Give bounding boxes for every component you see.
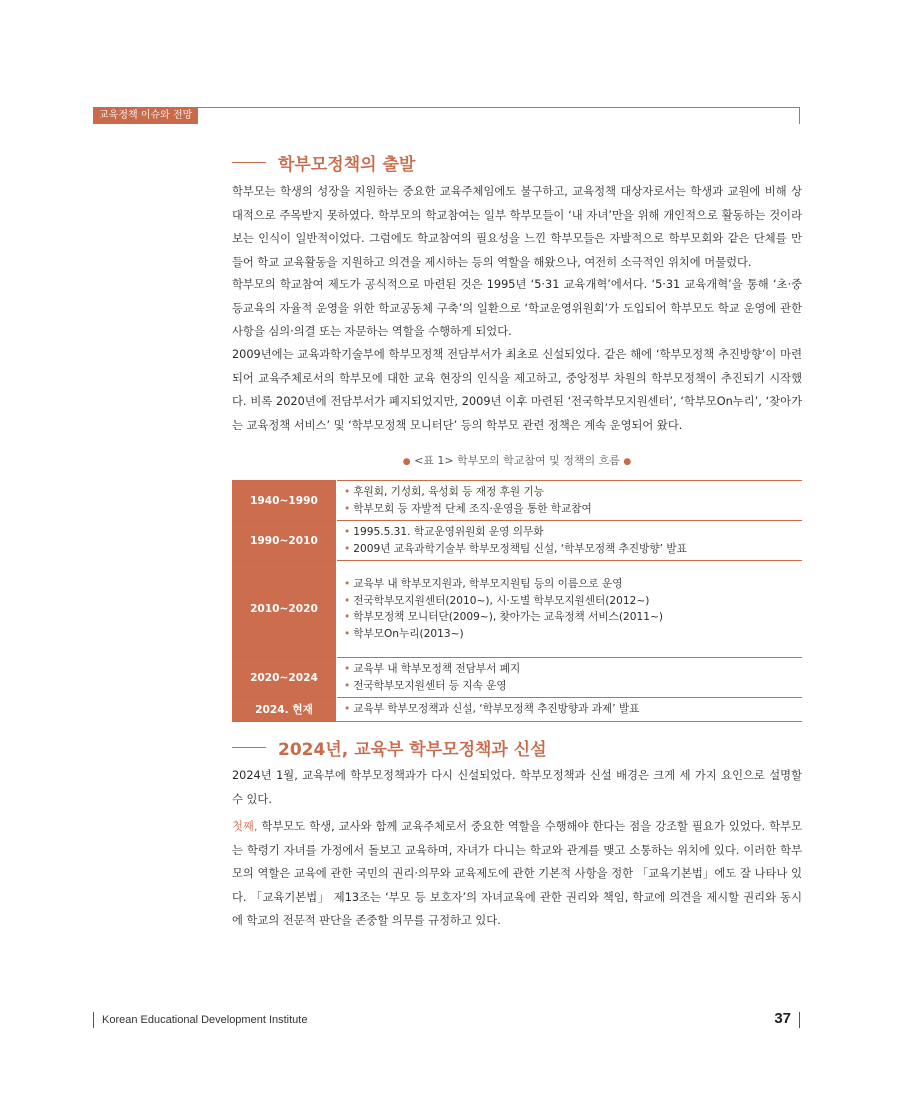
bullet-icon: • xyxy=(344,486,351,498)
list-item xyxy=(344,701,802,718)
table-row xyxy=(232,561,802,658)
period-cell: 1990~2010 xyxy=(232,521,337,561)
list-item-text: 후원회, 기성회, 육성회 등 재정 후원 기능 xyxy=(353,486,544,498)
bullet-icon: • xyxy=(344,594,351,607)
bullet-icon: • xyxy=(344,679,351,692)
section-title-1-text: 학부모정책의 출발 xyxy=(278,155,416,175)
list-item-text: 1995.5.31. 학교운영위원회 운영 의무화 xyxy=(353,526,544,538)
footer xyxy=(93,1012,800,1028)
list-item-text: 학부모On누리(2013~) xyxy=(353,627,464,640)
list-item-text: 학부모정책 모니터단(2009~), 찾아가는 교육정책 서비스(2011~) xyxy=(353,611,663,623)
items-cell xyxy=(337,698,803,722)
list-item-text: 전국학부모지원센터 등 지속 운영 xyxy=(353,679,507,692)
bullet-icon: • xyxy=(344,703,351,715)
items-cell xyxy=(337,481,803,521)
section-title-2-text: 2024년, 교육부 학부모정책과 신설 xyxy=(278,740,547,760)
bullet-dot-icon: ● xyxy=(623,457,632,467)
bullet-icon: • xyxy=(344,611,351,623)
paragraph-1: 학부모는 학생의 성장을 지원하는 중요한 교육주체임에도 불구하고, 교육정책 대상자로서는 학생과 교원에 비해 상대적으로 주목받지 못하였다. 학부모의 학교참여는 일부 학부모들이 ‘내 자녀’만을 위해 개인적으로 활동하는 것이라 보는 인식이 일반적이었다. 그럼에도 학교참여의 필요성을 느낀 학부모들은 자발적으로 학부모회와 같은 단체를 만들어 학교 교육활동을 지원하고 의견을 제시하는 등의 역할을 해왔으나, 여전히 소극적인 위치에 머물렀다. xyxy=(232,185,802,269)
bullet-icon: • xyxy=(344,526,351,538)
title-dash xyxy=(232,747,266,748)
period-cell: 2020~2024 xyxy=(232,658,337,698)
list-item xyxy=(344,593,802,610)
items-cell xyxy=(337,658,803,698)
table-caption-text: <표 1> 학부모의 학교참여 및 정책의 흐름 xyxy=(414,454,620,467)
period-cell: 2024. 현재 xyxy=(232,698,337,722)
list-item xyxy=(344,661,802,678)
table-row xyxy=(232,698,802,722)
period-cell: 2010~2020 xyxy=(232,561,337,658)
title-dash xyxy=(232,162,266,163)
section-title-1 xyxy=(232,150,415,175)
list-item xyxy=(344,626,802,643)
paragraph-2: 학부모의 학교참여 제도가 공식적으로 마련된 것은 1995년 ‘5·31 교육개혁’에서다. ‘5·31 교육개혁’을 통해 ‘초·중등교육의 자율적 운영을 위한 학교공동체 구축’의 일환으로 ‘학교운영위원회’가 도입되어 학부모도 학교 운영에 관한 사항을 심의·의결 또는 자문하는 역할을 수행하게 되었다. xyxy=(232,278,802,338)
list-item-text: 교육부 내 학부모지원과, 학부모지원팀 등의 이름으로 운영 xyxy=(353,578,623,590)
list-item xyxy=(344,541,802,558)
bullet-dot-icon: ● xyxy=(402,457,411,467)
paragraph-4: 2024년 1월, 교육부에 학부모정책과가 다시 신설되었다. 학부모정책과 신설 배경은 크게 세 가지 요인으로 설명할 수 있다. xyxy=(232,769,802,806)
section-title-2 xyxy=(232,735,547,760)
list-item xyxy=(344,609,802,626)
bullet-icon: • xyxy=(344,663,351,675)
header-tag: 교육정책 이슈와 전망 xyxy=(93,107,198,124)
first-text: 학부모도 학생, 교사와 함께 교육주체로서 중요한 역할을 수행해야 한다는 점을 강조할 필요가 있었다. 학부모는 학령기 자녀를 가정에서 돌보고 교육하며, 자녀가 다니는 학교와 관계를 맺고 소통하는 위치에 있다. 이러한 학부모의 역할은 교육에 관한 국민의 권리·의무와 교육제도에 관한 기본적 사항을 정한 「교육기본법」에도 잘 나타나 있다. 「교육기본법」 제13조는 ‘부모 등 보호자’의 자녀교육에 관한 권리와 책임, 학교에 의견을 제시할 권리와 동시에 학교의 전문적 판단을 존중할 의무를 규정하고 있다. xyxy=(232,820,802,927)
bullet-icon: • xyxy=(344,542,351,555)
bullet-icon: • xyxy=(344,627,351,640)
page-number: 37 xyxy=(774,1010,791,1027)
list-item-text: 교육부 내 학부모정책 전담부서 폐지 xyxy=(353,663,521,675)
paragraph-5 xyxy=(232,815,802,933)
items-cell xyxy=(337,521,803,561)
header-rule xyxy=(93,107,800,124)
list-item xyxy=(344,678,802,695)
bullet-icon: • xyxy=(344,578,351,590)
list-item-text: 2009년 교육과학기술부 학부모정책팀 신설, ‘학부모정책 추진방향’ 발표 xyxy=(353,542,687,555)
paragraph-3: 2009년에는 교육과학기술부에 학부모정책 전담부서가 최초로 신설되었다. 같은 해에 ‘학부모정책 추진방향’이 마련되어 교육주체로서의 학부모에 대한 교육 현장의 인식을 제고하고, 중앙정부 차원의 학부모정책이 추진되기 시작했다. 비록 2020년에 전담부서가 폐지되었지만, 2009년 이후 마련된 ‘전국학부모지원센터’, ‘학부모On누리’, ‘찾아가는 교육정책 서비스’ 및 ‘학부모정책 모니터단’ 등의 학부모 관련 정책은 계속 운영되어 왔다. xyxy=(232,348,802,432)
period-cell: 1940~1990 xyxy=(232,481,337,521)
table-row xyxy=(232,658,802,698)
table-caption xyxy=(232,452,802,468)
table-row xyxy=(232,481,802,521)
first-label: 첫째, xyxy=(232,820,258,833)
bullet-icon: • xyxy=(344,502,351,515)
list-item-text: 학부모회 등 자발적 단체 조직·운영을 통한 학교참여 xyxy=(353,502,592,515)
list-item xyxy=(344,576,802,593)
list-item xyxy=(344,501,802,518)
list-item-text: 교육부 학부모정책과 신설, ‘학부모정책 추진방향과 과제’ 발표 xyxy=(353,703,640,715)
table-row xyxy=(232,521,802,561)
list-item xyxy=(344,484,802,501)
list-item-text: 전국학부모지원센터(2010~), 시·도별 학부모지원센터(2012~) xyxy=(353,594,650,607)
footer-org: Korean Educational Development Institute xyxy=(102,1014,308,1026)
list-item xyxy=(344,524,802,541)
policy-flow-table xyxy=(232,480,802,722)
items-cell xyxy=(337,561,803,658)
